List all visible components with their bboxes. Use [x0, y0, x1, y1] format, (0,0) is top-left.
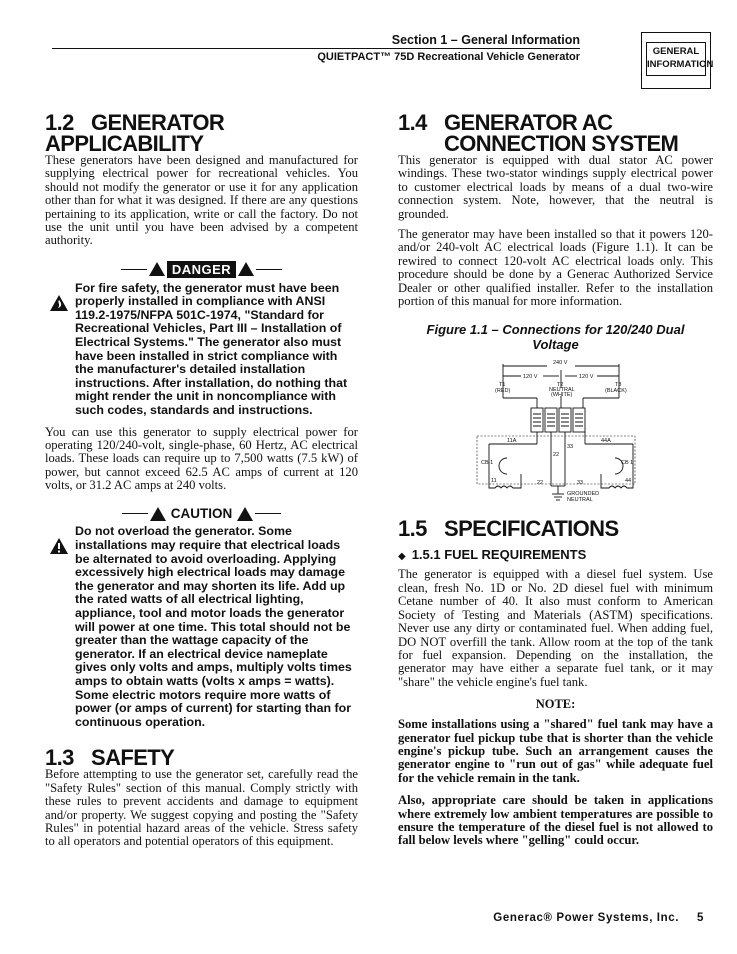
page-header: [0, 0, 737, 100]
section-1-5-heading: [398, 516, 713, 542]
note-paragraph-1: Some installations using a "shared" fuel tank may have a generator fuel pickup tube that is shorter than the vehicle engine's pickup tube. Such an arrangement causes the generator engine to "run out of gas" while adequate fuel for the vehicle remain in the tank.: [398, 717, 713, 785]
section-1-4-heading: [398, 112, 713, 154]
warning-triangle-icon: [238, 262, 254, 276]
label-t2: T2: [556, 382, 563, 389]
section-title: SAFETY: [91, 745, 175, 771]
label-11a: 11A: [506, 438, 516, 445]
rule-right: [256, 269, 282, 270]
caution-label: CAUTION: [170, 506, 233, 522]
section-title-line-1: GENERATOR AC: [444, 110, 613, 135]
applicability-paragraph: These generators have been designed and manufactured for supplying electrical power for recreational vehicles. You should not modify the generator or use it for any application other than for what it was designed. If there are any questions pertaining to its application, write or call the factory. Do not use the unit until you have been advised by a competent authority.: [45, 153, 358, 248]
caution-header: [45, 505, 358, 522]
danger-text: For fire safety, the generator must have been properly installed in compliance with ANSI 119.2-1975/NFPA 501C-1974, "Standard for Recreational Vehicles, Part III – Installation of Electrical Systems." The generator also must have been installed in strict compliance with the manufacturer's detailed installation instructions. After installation, do nothing that might render the unit in noncompliance with such codes, standards and instructions.: [45, 282, 358, 418]
label-grounded: GROUNDED: [566, 491, 599, 498]
section-title: GENERATOR APPLICABILITY: [45, 110, 225, 156]
label-22: 22: [552, 452, 559, 459]
label-neutral: NEUTRAL: [566, 497, 593, 504]
warning-triangle-icon: [237, 507, 253, 521]
fuel-requirements-heading: ◆ 1.5.1 FUEL REQUIREMENTS: [398, 547, 587, 563]
label-44a: 44A: [600, 438, 611, 445]
left-column: [45, 112, 358, 849]
label-t3: T3: [614, 382, 621, 389]
section-number: 1.2: [45, 110, 74, 135]
section-heading: Section 1 – General Information: [391, 33, 580, 47]
section-1-3-heading: [45, 745, 358, 771]
label-t1-color: (RED): [494, 388, 510, 395]
safety-paragraph: Before attempting to use the generator set, carefully read the "Safety Rules" section of this manual. Comply strictly with these rules to prevent accidents and damage to equipment and/or property. We suggest copying and posting the "Safety Rules" in potential hazard areas of the vehicle. Stress safety to all operators and potential operators of this equipment.: [45, 767, 358, 849]
page-number: 5: [697, 912, 704, 924]
label-240v: 240 V: [552, 360, 567, 367]
connection-paragraph-1: This generator is equipped with dual stator AC power windings. These two-stator windings supply electrical power to customer electrical loads by means of a dual two-wire connection system. Note, however, that the neutral is grounded.: [398, 153, 713, 221]
danger-label: DANGER: [167, 261, 236, 278]
diamond-bullet-icon: ◆: [398, 551, 406, 563]
caution-text: Do not overload the generator. Some installations may require that electrical loads be alternated to avoid overloading. Applying excessively high electrical loads may damage the generator and may shorten its life. Add up the rated watts of all electrical lighting, appliance, tool and motor loads the generator will power at one time. This total should not be greater than the wattage capacity of the generator. If an electrical device nameplate gives only volts and amps, multiply volts times amps to obtain watts (volts x amps = watts). Some electric motors require more watts of power (or amps of current) for starting than for continuous operation.: [45, 525, 358, 729]
label-t2-neutral: NEUTRAL: [548, 387, 575, 394]
rule-right: [255, 513, 281, 514]
note-paragraph-2: Also, appropriate care should be taken in applications where extremely low ambient temperatures are possible to ensure the temperature of the diesel fuel is not allowed to fall below levels where "gelling" could occur.: [398, 793, 713, 848]
rule-left: [121, 269, 147, 270]
warning-triangle-icon: [49, 537, 69, 555]
label-cb1-left: CB 1: [480, 460, 493, 467]
section-1-2-heading: [45, 112, 358, 154]
tab-line-1: GENERAL: [652, 46, 700, 57]
section-tab-box: [641, 32, 714, 89]
section-number: 1.3: [45, 745, 74, 771]
label-120v-left: 120 V: [522, 374, 537, 381]
warning-triangle-icon: [150, 507, 166, 521]
warning-triangle-icon: [149, 262, 165, 276]
label-t3-color: (BLACK): [604, 388, 627, 395]
section-title: SPECIFICATIONS: [444, 516, 619, 542]
manual-title: QUIETPACT™ 75D Recreational Vehicle Generator: [317, 51, 580, 63]
fuel-paragraph: The generator is equipped with a diesel fuel system. Use clean, fresh No. 1D or No. 2D diesel fuel with minimum Cetane number of 40. It also must conform to American Society of Testing and Materials (ASTM) specifications. Never use any dirty or contaminated fuel. When adding fuel, DO NOT overfill the tank. Allow room at the top of the tank for fuel expansion. Depending on the installation, the generator may have either a separate fuel tank, or it may "share" the vehicle engine's fuel tank.: [398, 567, 713, 689]
label-11: 11: [490, 478, 497, 485]
section-number: 1.5: [398, 516, 427, 542]
rule-left: [122, 513, 148, 514]
label-cb1-right: CB 1: [620, 460, 633, 467]
label-t2-color: (WHITE): [550, 392, 572, 399]
section-tab-label: [646, 42, 714, 76]
page-footer: [493, 912, 704, 924]
danger-header: [45, 260, 358, 278]
footer-company: Generac® Power Systems, Inc.: [493, 912, 679, 924]
right-column: [398, 112, 713, 857]
section-number: 1.4: [398, 110, 427, 135]
label-t1: T1: [498, 382, 505, 389]
label-33-lower: 33: [576, 480, 583, 487]
figure-caption: Figure 1.1 – Connections for 120/240 Dual Voltage: [426, 322, 685, 353]
label-120v-right: 120 V: [578, 374, 593, 381]
label-22-lower: 22: [536, 480, 543, 487]
label-44: 44: [624, 478, 631, 485]
fire-hazard-icon: [49, 294, 69, 312]
header-rule: [52, 48, 580, 49]
label-33: 33: [566, 444, 573, 451]
power-paragraph: You can use this generator to supply electrical power for operating 120/240-volt, single-phase, 60 Hertz, AC electrical loads. These loads can require up to 7,500 watts (7.5 kW) of power, but cannot exceed 62.5 AC amps of current at 120 volts, or 31.2 AC amps at 240 volts.: [45, 424, 358, 493]
wiring-diagram: [471, 358, 641, 518]
section-title-line-2: CONNECTION SYSTEM: [444, 131, 679, 156]
connection-paragraph-2: The generator may have been installed so that it powers 120- and/or 240-volt AC electrical loads (Figure 1.1). It can be rewired to connect 120-volt AC electrical loads only. This procedure should be done by a Generac Authorized Service Dealer or other qualified installer. Refer to the installation portion of this manual for more information.: [398, 227, 713, 309]
note-label: NOTE:: [535, 697, 576, 712]
tab-line-2: INFORMATION: [647, 59, 714, 70]
